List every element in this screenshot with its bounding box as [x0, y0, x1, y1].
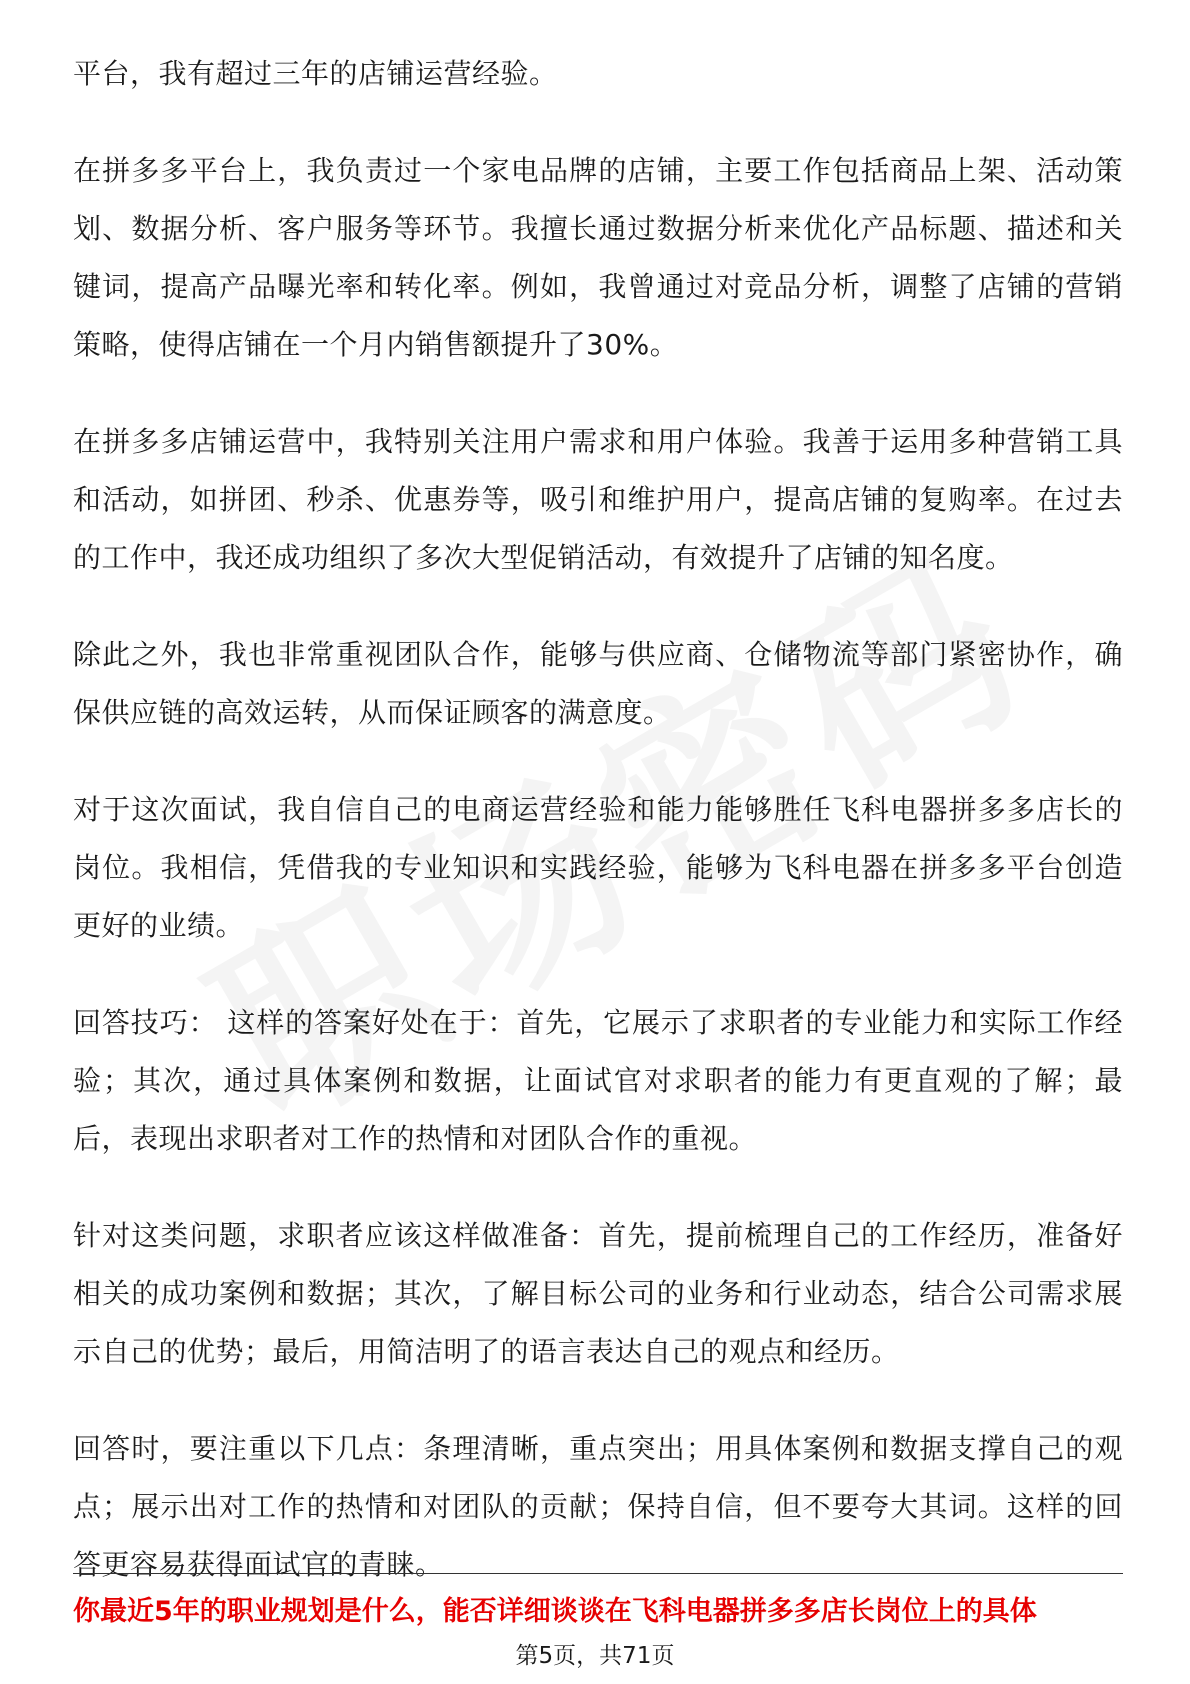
page-number: 第5页，共71页 — [515, 1643, 675, 1669]
next-question-heading: 你最近5年的职业规划是什么，能否详细谈谈在飞科电器拼多多店长岗位上的具体 — [73, 1596, 1037, 1627]
paragraph-preparation: 针对这类问题，求职者应该这样做准备：首先，提前梳理自己的工作经历，准备好相关的成功案例和数据；其次，了解目标公司的业务和行业动态，结合公司需求展示自己的优势；最后，用简洁明了的语言表达自己的观点和经历。 — [73, 1219, 1123, 1368]
section-divider — [73, 1573, 1123, 1574]
paragraph-experience-intro: 平台，我有超过三年的店铺运营经验。 — [73, 57, 558, 90]
paragraph-pinduoduo-store: 在拼多多平台上，我负责过一个家电品牌的店铺，主要工作包括商品上架、活动策划、数据分析、客户服务等环节。我擅长通过数据分析来优化产品标题、描述和关键词，提高产品曝光率和转化率。例如，我曾通过对竞品分析，调整了店铺的营销策略，使得店铺在一个月内销售额提升了30%。 — [73, 154, 1123, 361]
paragraph-teamwork: 除此之外，我也非常重视团队合作，能够与供应商、仓储物流等部门紧密协作，确保供应链的高效运转，从而保证顾客的满意度。 — [73, 638, 1123, 729]
paragraph-key-points: 回答时，要注重以下几点：条理清晰，重点突出；用具体案例和数据支撑自己的观点；展示出对工作的热情和对团队的贡献；保持自信，但不要夸大其词。这样的回答更容易获得面试官的青睐。 — [73, 1432, 1123, 1581]
answer-body — [73, 45, 1123, 1633]
paragraph-answer-tips: 回答技巧： 这样的答案好处在于：首先，它展示了求职者的专业能力和实际工作经验；其次，通过具体案例和数据，让面试官对求职者的能力有更直观的了解；最后，表现出求职者对工作的热情和对团队合作的重视。 — [73, 1006, 1123, 1155]
paragraph-user-experience: 在拼多多店铺运营中，我特别关注用户需求和用户体验。我善于运用多种营销工具和活动，如拼团、秒杀、优惠券等，吸引和维护用户，提高店铺的复购率。在过去的工作中，我还成功组织了多次大型促销活动，有效提升了店铺的知名度。 — [73, 425, 1123, 574]
paragraph-confidence: 对于这次面试，我自信自己的电商运营经验和能力能够胜任飞科电器拼多多店长的岗位。我相信，凭借我的专业知识和实践经验，能够为飞科电器在拼多多平台创造更好的业绩。 — [73, 793, 1123, 942]
